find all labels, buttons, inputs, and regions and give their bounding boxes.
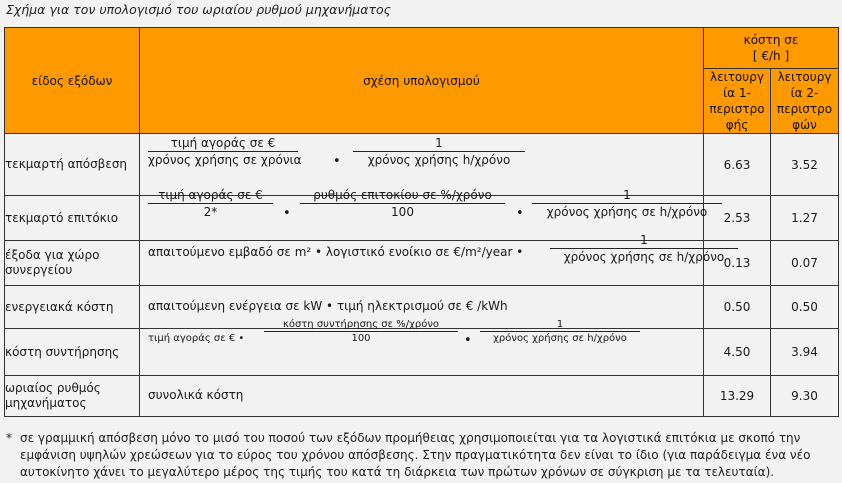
- value-1-shift: 0.13: [704, 241, 771, 286]
- row-formula: [140, 134, 704, 196]
- table-row: [5, 134, 839, 196]
- header-operation-2-shifts: λειτουργ ία 2- περιστρο φών: [771, 69, 839, 134]
- denominator: 2*: [203, 205, 218, 219]
- table-row: [5, 329, 839, 376]
- denominator: χρόνος χρήσης h/χρόνο: [367, 153, 511, 167]
- numerator: 1: [640, 233, 648, 247]
- formula-text: τιμή αγοράς σε € •: [148, 333, 245, 344]
- header-costs-unit: [ €/h ]: [752, 49, 790, 63]
- fraction: [550, 233, 738, 264]
- value-1-shift: 6.63: [704, 134, 771, 196]
- value-2-shifts: 0.07: [771, 241, 839, 286]
- value-1-shift: 4.50: [704, 329, 771, 376]
- denominator: 100: [351, 333, 371, 344]
- value-2-shifts: 3.94: [771, 329, 839, 376]
- denominator: 100: [391, 205, 414, 219]
- numerator: 1: [556, 319, 564, 330]
- figure-title: Σχήμα για τον υπολογισμό του ωριαίου ρυθμού μηχανήματος: [6, 2, 392, 17]
- fraction: [148, 136, 302, 167]
- row-formula: [140, 233, 725, 286]
- header-expense-kind: είδος εξόδων: [5, 28, 140, 134]
- denominator: χρόνος χρήσης σε h/χρόνο: [563, 250, 725, 264]
- header-costs: [704, 28, 839, 69]
- value-2-shifts: 3.52: [771, 134, 839, 196]
- header-costs-label: κόστη σε: [743, 33, 799, 47]
- multiply-dot: •: [464, 333, 472, 348]
- row-label: ενεργειακά κόστη: [5, 286, 140, 329]
- row-label: έξοδα για χώρο συνεργείου: [5, 241, 140, 286]
- header-operation-1-shift: λειτουργ ία 1- περιστρο φής: [704, 69, 771, 134]
- formula-text: απαιτούμενη ενέργεια σε kW • τιμή ηλεκτρισμού σε € /kWh: [148, 299, 508, 313]
- calculation-table: [4, 27, 839, 417]
- footnote-text: σε γραμμική απόσβεση μόνο το μισό του ποσού των εξόδων προμήθειας χρησιμοποιείται για τα λογιστικά επιτόκια με σκοπό την εμφάνιση υψηλών χρεώσεων για το εύρος του χρόνου απόσβεσης. Στην πραγματικότητα δεν είναι το ίδιο (για παράδειγμα ένα νέο αυτοκίνητο χάνει το μεγαλύτερο μέρος της τιμής του κατά τη διάρκεια των πρώτων χρόνων σε σύγκριση με τα τελευταία).: [20, 431, 811, 479]
- value-1-shift: 13.29: [704, 376, 771, 417]
- fraction: [353, 136, 525, 167]
- numerator: 1: [435, 136, 443, 150]
- multiply-dot: •: [516, 206, 524, 221]
- multiply-dot: •: [333, 154, 341, 169]
- fraction: [532, 188, 722, 219]
- fraction: [264, 319, 458, 344]
- row-label: τεκμαρτό επιτόκιο: [5, 196, 140, 241]
- formula-text: απαιτούμενο εμβαδό σε m² • λογιστικό ενοίκιο σε €/m²/year •: [148, 245, 524, 259]
- numerator: τιμή αγοράς σε €: [170, 136, 276, 150]
- table-row: [5, 241, 839, 286]
- numerator: ρυθμός επιτοκίου σε %/χρόνο: [313, 188, 492, 202]
- value-1-shift: 2.53: [704, 196, 771, 241]
- value-2-shifts: 1.27: [771, 196, 839, 241]
- denominator: χρόνος χρήσης σε χρόνια: [148, 153, 302, 167]
- numerator: κόστη συντήρησης σε %/χρόνο: [282, 319, 440, 330]
- numerator: 1: [623, 188, 631, 202]
- value-2-shifts: 9.30: [771, 376, 839, 417]
- row-label: ωριαίος ρυθμός μηχανήματος: [5, 376, 140, 417]
- denominator: χρόνος χρήσης σε h/χρόνο: [493, 333, 627, 344]
- multiply-dot: •: [283, 206, 291, 221]
- row-label: κόστη συντήρησης: [5, 329, 140, 376]
- value-2-shifts: 0.50: [771, 286, 839, 329]
- row-formula: [140, 376, 704, 417]
- denominator: χρόνος χρήσης σε h/χρόνο: [546, 205, 708, 219]
- row-label: τεκμαρτή απόσβεση: [5, 134, 140, 196]
- footnote-marker: *: [6, 431, 12, 445]
- fraction: [148, 188, 273, 219]
- footnote: [6, 430, 836, 481]
- formula-text: συνολικά κόστη: [148, 388, 244, 402]
- fraction: [480, 319, 640, 344]
- header-calculation-relation: σχέση υπολογισμού: [140, 28, 704, 134]
- numerator: τιμή αγοράς σε €: [158, 188, 263, 202]
- value-1-shift: 0.50: [704, 286, 771, 329]
- table-row: [5, 376, 839, 417]
- fraction: [300, 188, 505, 219]
- row-formula: [140, 319, 704, 376]
